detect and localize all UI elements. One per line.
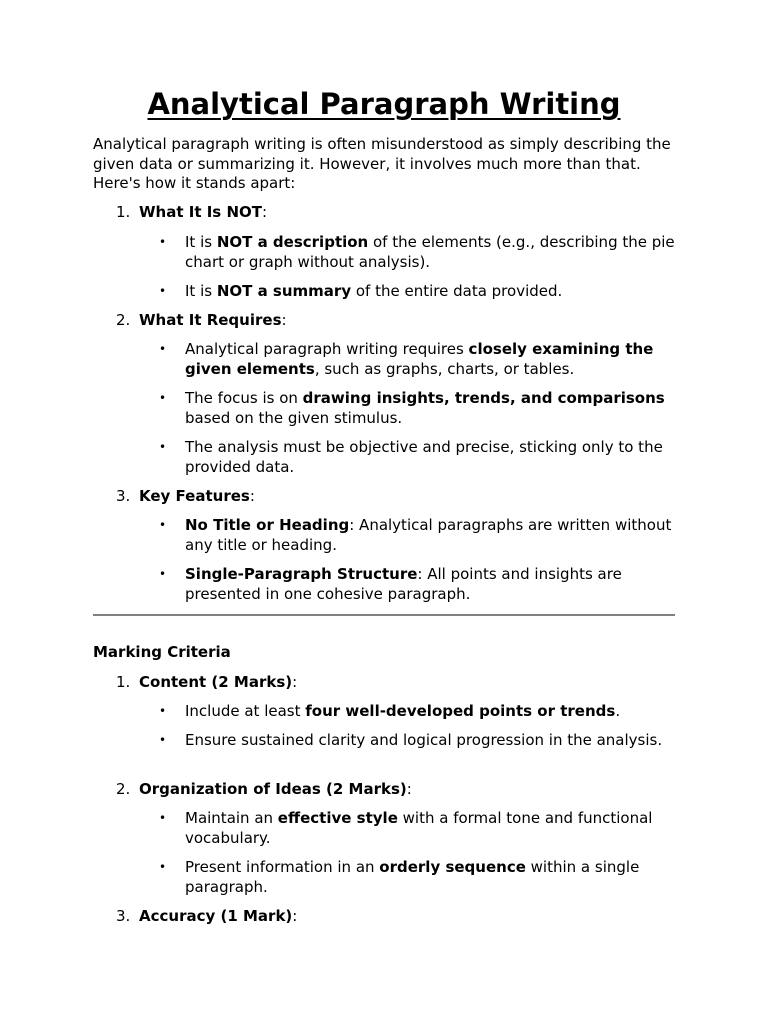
bullet-glyph: •	[159, 860, 167, 874]
list-number: 2.	[116, 780, 131, 798]
list-heading: Organization of Ideas (2 Marks)	[139, 780, 407, 798]
list-heading-suffix: :	[292, 673, 298, 691]
list-heading-suffix: :	[292, 907, 298, 925]
bullet-glyph: •	[159, 391, 167, 405]
list-number: 2.	[116, 311, 131, 329]
bullet-glyph: •	[159, 284, 167, 298]
bullet-text: Include at least four well-developed points or trends.	[185, 702, 621, 720]
list-heading: Accuracy (1 Mark)	[139, 907, 293, 925]
horizontal-divider	[93, 614, 675, 616]
bullet-glyph: •	[159, 811, 167, 825]
list-item-what-it-requires	[116, 311, 287, 331]
bullet-text: Present information in an orderly sequence within a single paragraph.	[185, 858, 640, 896]
bullet-glyph: •	[159, 342, 167, 356]
bullet-text: It is NOT a description of the elements (e.g., describing the pie chart or graph without analysis).	[185, 233, 675, 271]
list-heading: What It Requires	[139, 311, 282, 329]
list-item-key-features	[116, 487, 255, 507]
bullet-glyph: •	[159, 733, 167, 747]
bullet-text: Analytical paragraph writing requires closely examining the given elements, such as graphs, charts, or tables.	[185, 340, 654, 378]
list-number: 3.	[116, 487, 131, 505]
list-heading: What It Is NOT	[139, 203, 262, 221]
bullet-glyph: •	[159, 567, 167, 581]
bullet-text: Single-Paragraph Structure: All points and insights are presented in one cohesive paragraph.	[185, 565, 622, 603]
list-item-what-it-is-not	[116, 203, 267, 223]
list-item-organization	[116, 780, 412, 800]
list-heading-suffix: :	[406, 780, 412, 798]
list-heading-suffix: :	[249, 487, 255, 505]
list-number: 3.	[116, 907, 131, 925]
bullet-glyph: •	[159, 235, 167, 249]
bullet-glyph: •	[159, 704, 167, 718]
bullet-glyph: •	[159, 440, 167, 454]
list-number: 1.	[116, 673, 131, 691]
intro-paragraph: Analytical paragraph writing is often misunderstood as simply describing the given data or summarizing it. However, it involves much more than that. Here's how it stands apart:	[93, 135, 671, 193]
bullet-text: It is NOT a summary of the entire data provided.	[185, 282, 563, 300]
list-item-accuracy	[116, 907, 297, 927]
marking-criteria-heading: Marking Criteria	[93, 643, 231, 661]
list-heading: Content (2 Marks)	[139, 673, 293, 691]
list-item-content	[116, 673, 297, 693]
bullet-text: Ensure sustained clarity and logical progression in the analysis.	[185, 731, 663, 749]
list-heading: Key Features	[139, 487, 250, 505]
list-heading-suffix: :	[261, 203, 268, 221]
list-heading-suffix: :	[281, 311, 287, 329]
bullet-text: Maintain an effective style with a formal tone and functional vocabulary.	[185, 809, 653, 847]
bullet-text: No Title or Heading: Analytical paragraphs are written without any title or heading.	[185, 516, 672, 554]
bullet-text: The analysis must be objective and precise, sticking only to the provided data.	[185, 438, 663, 476]
page-title: Analytical Paragraph Writing	[147, 87, 621, 121]
bullet-text: The focus is on drawing insights, trends, and comparisons based on the given stimulus.	[185, 389, 665, 427]
bullet-glyph: •	[159, 518, 167, 532]
list-number: 1.	[116, 203, 131, 221]
